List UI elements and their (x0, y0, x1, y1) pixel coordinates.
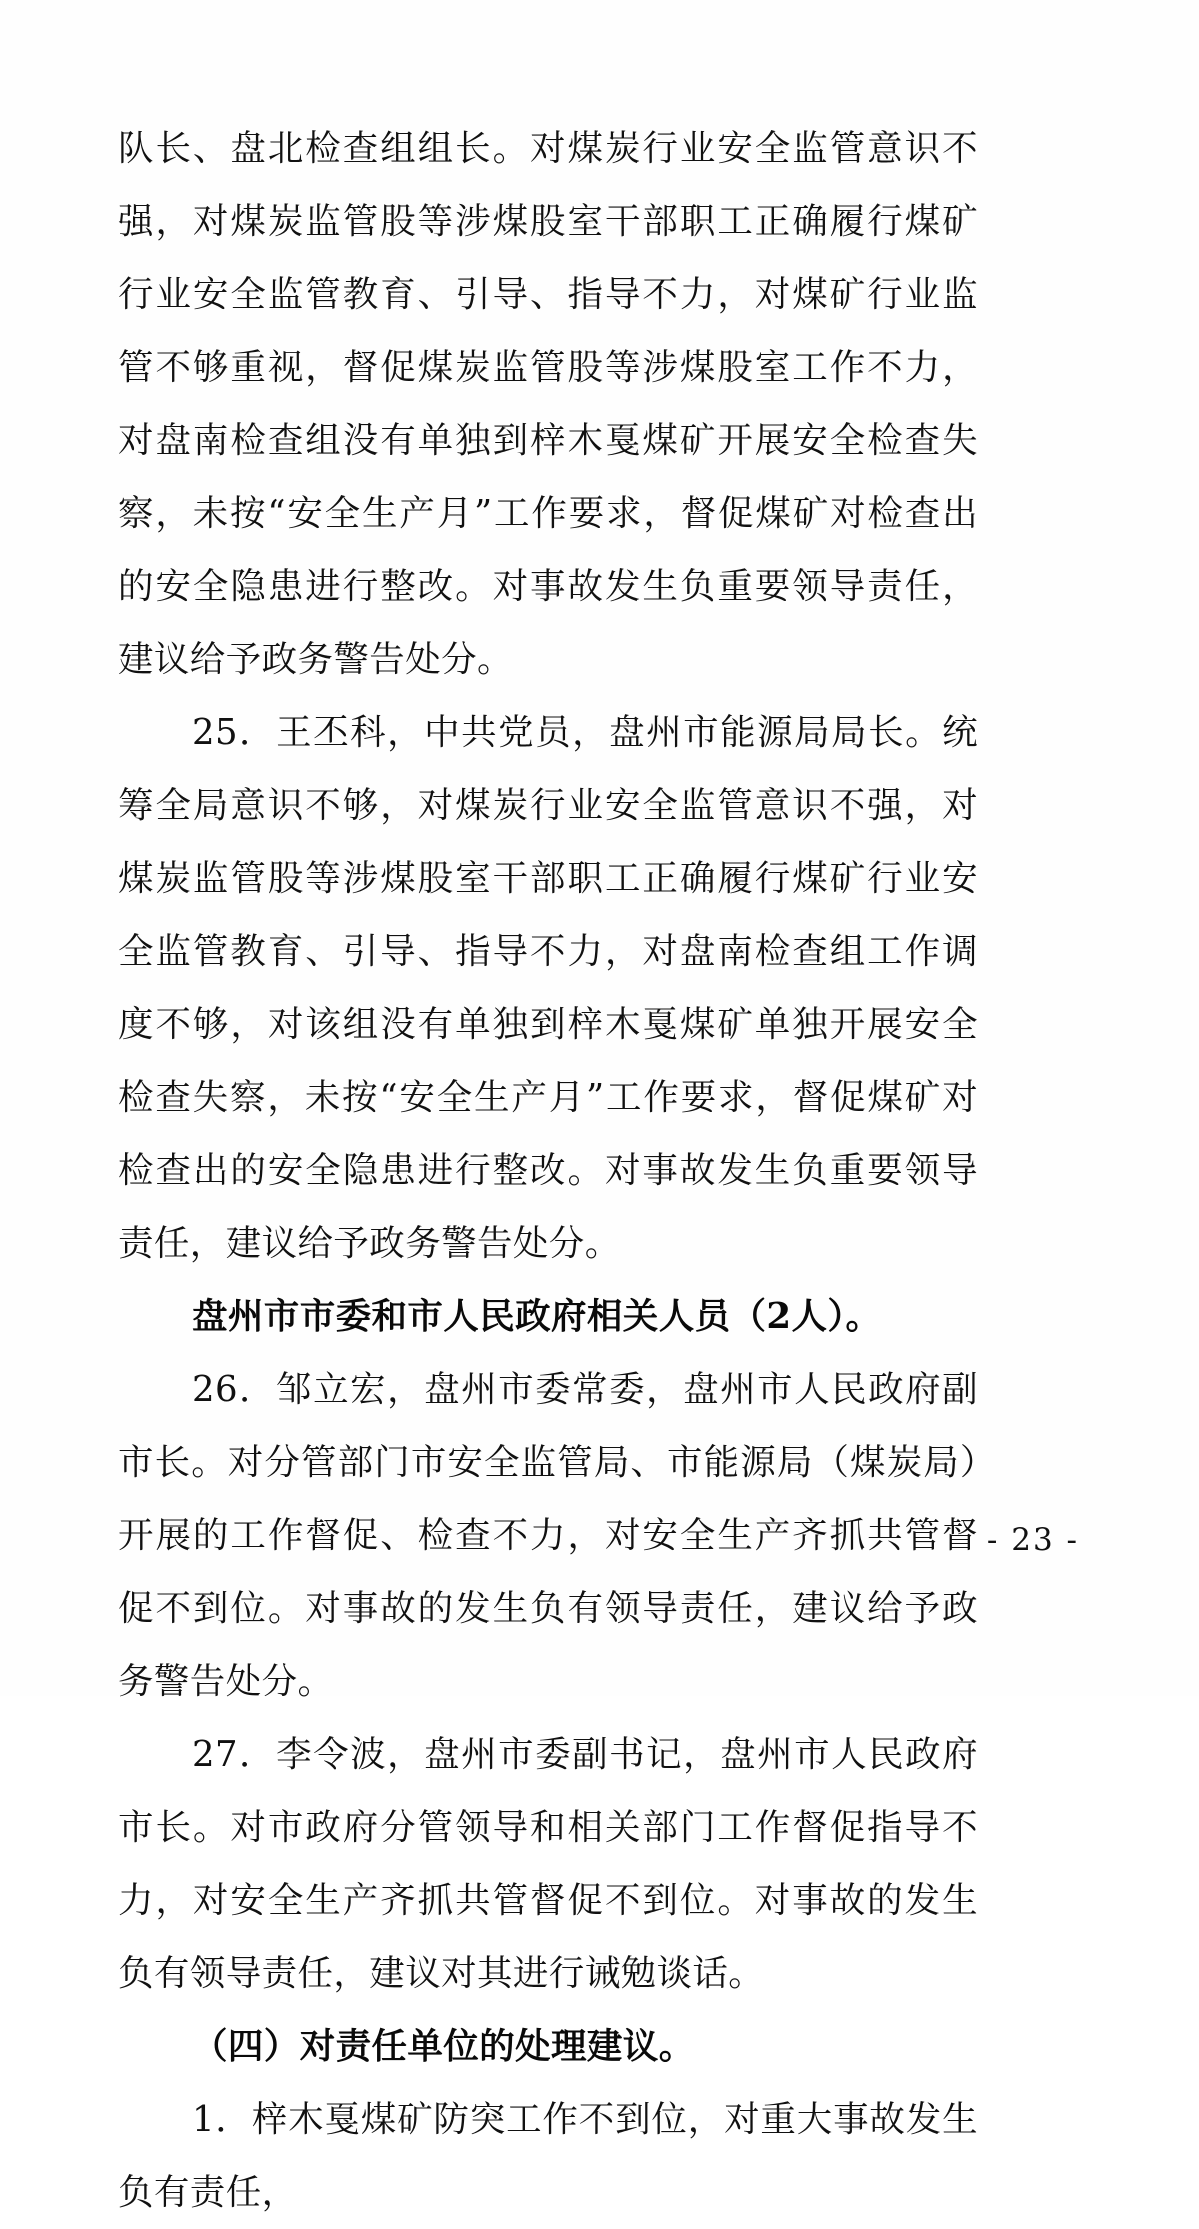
page-body (118, 112, 978, 2229)
page-number: - 23 - (986, 1522, 1079, 1558)
paragraph-unit-item-1: 1．梓木戛煤矿防突工作不到位，对重大事故发生负有责任， (118, 2099, 978, 2213)
paragraph-item-27: 27．李令波，盘州市委副书记，盘州市人民政府市长。对市政府分管领导和相关部门工作督促指导不力，对安全生产齐抓共管督促不到位。对事故的发生负有领导责任，建议对其进行诫勉谈话。 (118, 1734, 978, 1994)
paragraph-item-26: 26．邹立宏，盘州市委常委，盘州市人民政府副市长。对分管部门市安全监管局、市能源局（煤炭局）开展的工作督促、检查不力，对安全生产齐抓共管督促不到位。对事故的发生负有领导责任，建议给予政务警告处分。 (118, 1369, 978, 1702)
paragraph-continued: 队长、盘北检查组组长。对煤炭行业安全监管意识不强，对煤炭监管股等涉煤股室干部职工正确履行煤矿行业安全监管教育、引导、指导不力，对煤矿行业监管不够重视，督促煤炭监管股等涉煤股室工作不力，对盘南检查组没有单独到梓木戛煤矿开展安全检查失察，未按“安全生产月”工作要求，督促煤矿对检查出的安全隐患进行整改。对事故发生负重要领导责任，建议给予政务警告处分。 (118, 128, 978, 680)
section-heading-panzhou-officials: 盘州市市委和市人民政府相关人员（2人）。 (192, 1296, 882, 1337)
paragraph-item-25: 25．王丕科，中共党员，盘州市能源局局长。统筹全局意识不够，对煤炭行业安全监管意识不强，对煤炭监管股等涉煤股室干部职工正确履行煤矿行业安全监管教育、引导、指导不力，对盘南检查组工作调度不够，对该组没有单独到梓木戛煤矿单独开展安全检查失察，未按“安全生产月”工作要求，督促煤矿对检查出的安全隐患进行整改。对事故发生负重要领导责任，建议给予政务警告处分。 (118, 712, 978, 1264)
section-heading-four: （四）对责任单位的处理建议。 (192, 2026, 695, 2067)
